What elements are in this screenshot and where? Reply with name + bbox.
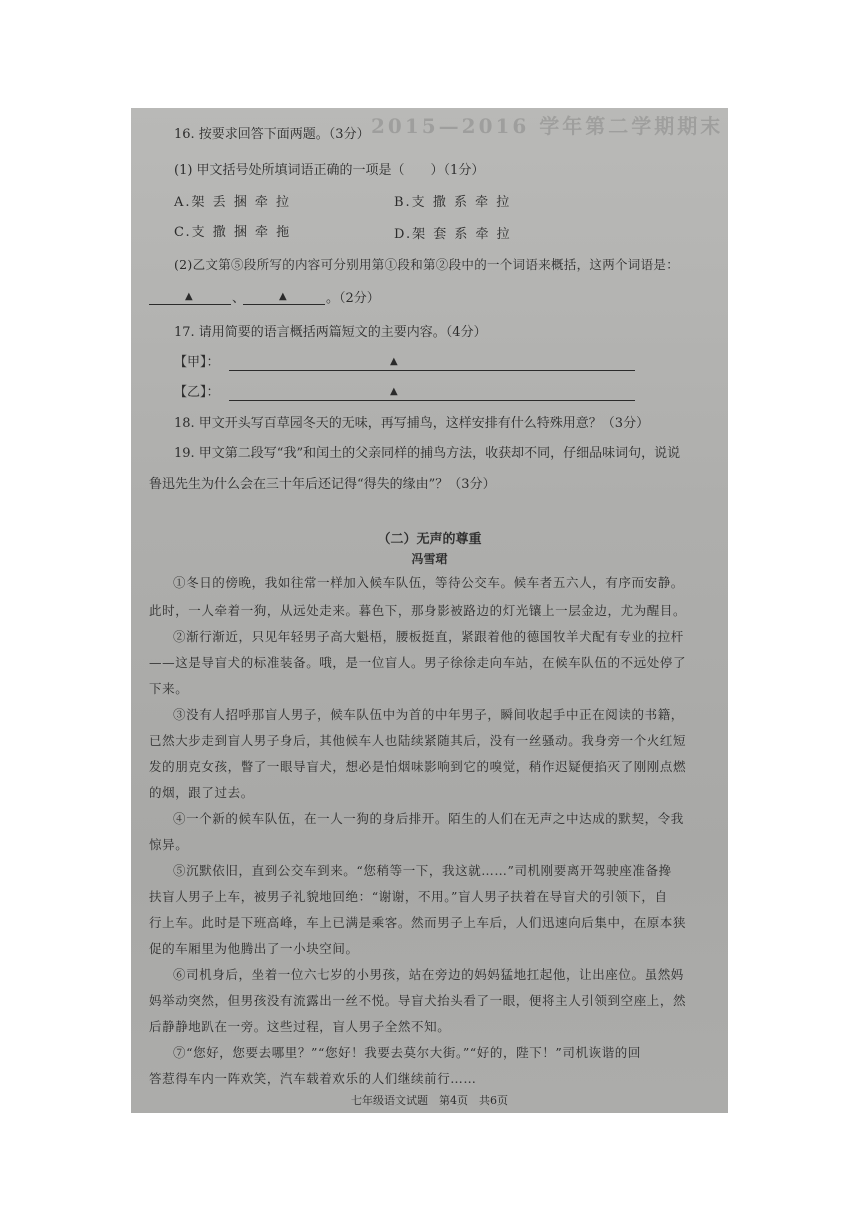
q16-option-a: A.架 丢 捆 牵 拉 xyxy=(174,195,292,210)
passage-author: 冯雪珺 xyxy=(411,552,448,566)
q16-separator: 、 xyxy=(232,291,246,306)
passage-line: 此时，一人牵着一狗，从远处走来。暮色下，那身影被路边的灯光镶上一层金边，尤为醒目。 xyxy=(149,603,687,618)
answer-marker-icon: ▲ xyxy=(390,356,398,367)
passage-title: （二）无声的尊重 xyxy=(377,532,482,547)
q16-option-d: D.架 套 系 牵 拉 xyxy=(394,227,512,242)
q17-jia-answer-line[interactable] xyxy=(229,370,635,371)
passage-line: 促的车厢里为他腾出了一小块空间。 xyxy=(149,941,359,956)
passage-line: ②渐行渐近，只见年轻男子高大魁梧，腰板挺直，紧跟着他的德国牧羊犬配有专业的拉杆 xyxy=(173,629,684,644)
passage-line: ④一个新的候车队伍，在一人一狗的身后排开。陌生的人们在无声之中达成的默契，令我 xyxy=(173,811,684,826)
q16-answer-blank-2[interactable] xyxy=(243,304,325,305)
q19-line-2: 鲁迅先生为什么会在三十年后还记得“得失的缘由”？（3分） xyxy=(149,477,496,492)
answer-marker-icon: ▲ xyxy=(390,386,398,397)
passage-line: ⑤沉默依旧，直到公交车到来。“您稍等一下，我这就……”司机刚要离开驾驶座准备搀 xyxy=(173,863,672,878)
q17-yi-answer-line[interactable] xyxy=(229,400,635,401)
passage-line: 下来。 xyxy=(149,681,189,696)
passage-line: ⑥司机身后，坐着一位六七岁的小男孩，站在旁边的妈妈猛地扛起他，让出座位。虽然妈 xyxy=(173,967,684,982)
page-footer: 七年级语文试题 第4页 共6页 xyxy=(351,1094,508,1107)
q17-yi-label: 【乙】： xyxy=(174,385,220,400)
q19-line-1: 19. 甲文第二段写“我”和闰土的父亲同样的捕鸟方法，收获却不同，仔细品味词句，说说 xyxy=(174,446,681,461)
passage-line: ①冬日的傍晚，我如往常一样加入候车队伍，等待公交车。候车者五六人，有序而安静。 xyxy=(173,575,684,590)
q17-title: 17. 请用简要的语言概括两篇短文的主要内容。（4分） xyxy=(174,325,487,340)
passage-line: 的烟，跟了过去。 xyxy=(149,785,254,800)
q17-jia-label: 【甲】： xyxy=(174,355,220,370)
q16-answer-blank-1[interactable] xyxy=(149,304,231,305)
answer-marker-icon: ▲ xyxy=(279,291,287,302)
passage-line: 发的朋克女孩，瞥了一眼导盲犬，想必是怕烟味影响到它的嗅觉，稍作迟疑便掐灭了刚刚点燃 xyxy=(149,759,687,774)
q16-option-b: B.支 撒 系 牵 拉 xyxy=(394,195,512,210)
q16-title: 16. 按要求回答下面两题。（3分） xyxy=(174,127,370,142)
q16-option-c: C.支 撒 捆 牵 拖 xyxy=(174,225,292,240)
q16-score: 。（2分） xyxy=(326,291,380,306)
passage-line: 已然大步走到盲人男子身后，其他候车人也陆续紧随其后，没有一丝骚动。我身旁一个火红短 xyxy=(149,733,687,748)
passage-line: ——这是导盲犬的标准装备。哦，是一位盲人。男子徐徐走向车站，在候车队伍的不远处停了 xyxy=(149,655,687,670)
exam-page xyxy=(131,108,728,1113)
passage-line: 妈举动突然，但男孩没有流露出一丝不悦。导盲犬抬头看了一眼，便将主人引领到空座上，然 xyxy=(149,993,687,1008)
passage-line: ③没有人招呼那盲人男子，候车队伍中为首的中年男子，瞬间收起手中正在阅读的书籍， xyxy=(173,707,684,722)
passage-line: 后静静地趴在一旁。这些过程，盲人男子全然不知。 xyxy=(149,1019,451,1034)
q16-sub1: (1) 甲文括号处所填词语正确的一项是（ ）（1分） xyxy=(174,163,485,178)
answer-marker-icon: ▲ xyxy=(185,291,193,302)
passage-line: 惊异。 xyxy=(149,837,189,852)
passage-line: ⑦“您好，您要去哪里？”“您好！我要去莫尔大街。”“好的，陛下！”司机诙谐的回 xyxy=(173,1045,641,1060)
passage-line: 扶盲人男子上车，被男子礼貌地回绝：“谢谢，不用。”盲人男子扶着在导盲犬的引领下，自 xyxy=(149,889,668,904)
passage-line: 行上车。此时是下班高峰，车上已满是乘客。然而男子上车后，人们迅速向后集中，在原本狭 xyxy=(149,915,687,930)
bleed-through-header: 2015—2016 学年第二学期期末 xyxy=(371,114,724,138)
q18-text: 18. 甲文开头写百草园冬天的无味，再写捕鸟，这样安排有什么特殊用意？（3分） xyxy=(174,416,650,431)
q16-sub2: (2)乙文第⑤段所写的内容可分别用第①段和第②段中的一个词语来概括，这两个词语是： xyxy=(174,257,680,272)
passage-line: 答惹得车内一阵欢笑，汽车载着欢乐的人们继续前行…… xyxy=(149,1071,477,1086)
